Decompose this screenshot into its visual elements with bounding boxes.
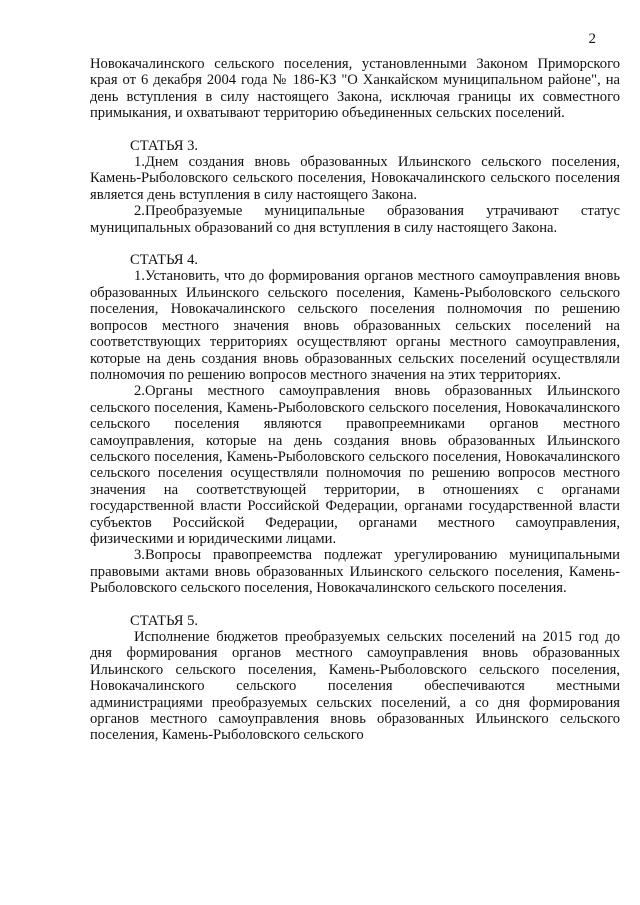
article-4-paragraph-1: 1.Установить, что до формирования органов местного самоуправления вновь образованных Ильинского сельского поселения, Камень-Рыболовского сельского поселения, Новокачалинского сельского поселения полномочия по решению вопросов местного значения вновь образованных сельских поселений на соответствующих территориях осуществляют органы местного самоуправления, которые на день создания вновь образованных сельских поселений осуществляли полномочия по решению вопросов местного значения на этих территориях. bbox=[90, 268, 620, 383]
document-body bbox=[90, 56, 620, 744]
article-3-paragraph-2: 2.Преобразуемые муниципальные образования утрачивают статус муниципальных образований со дня вступления в силу настоящего Закона. bbox=[90, 203, 620, 236]
article-heading-4: СТАТЬЯ 4. bbox=[130, 252, 199, 269]
article-4-paragraph-3: 3.Вопросы правопреемства подлежат урегулированию муниципальными правовыми актами вновь образованных Ильинского сельского поселения, Камень-Рыболовского сельского поселения, Новокачалинского сельского поселения. bbox=[90, 547, 620, 597]
intro-paragraph: Новокачалинского сельского поселения, установленными Законом Приморского края от 6 декабря 2004 года № 186-КЗ "О Ханкайском муниципальном районе", на день вступления в силу настоящего Закона, исключая границы их совместного примыкания, и охватывают территорию объединенных сельских поселений. bbox=[90, 56, 620, 122]
article-4-paragraph-2: 2.Органы местного самоуправления вновь образованных Ильинского сельского поселения, Камень-Рыболовского сельского поселения, Новокачалинского сельского поселения являются правопреемниками органов местного самоуправления, которые на день создания вновь образованных Ильинского сельского поселения, Камень-Рыболовского сельского поселения, Новокачалинского сельского поселения осуществляли полномочия по решению вопросов местного значения на соответствующей территории, в отношениях с органами государственной власти Российской Федерации, органами государственной власти субъектов Российской Федерации, органами местного самоуправления, физическими и юридическими лицами. bbox=[90, 383, 620, 547]
page-number: 2 bbox=[588, 31, 596, 47]
article-heading-5: СТАТЬЯ 5. bbox=[130, 612, 199, 629]
article-heading-3: СТАТЬЯ 3. bbox=[130, 137, 199, 154]
article-5-paragraph-1: Исполнение бюджетов преобразуемых сельских поселений на 2015 год до дня формирования органов местного самоуправления вновь образованных Ильинского сельского поселения, Камень-Рыболовского сельского поселения, Новокачалинского сельского поселения обеспечиваются местными администрациями преобразуемых сельских поселений, а со дня формирования органов местного самоуправления вновь образованных Ильинского сельского поселения, Камень-Рыболовского сельского bbox=[90, 629, 620, 744]
article-3-paragraph-1: 1.Днем создания вновь образованных Ильинского сельского поселения, Камень-Рыболовского сельского поселения, Новокачалинского сельского поселения является день вступления в силу настоящего Закона. bbox=[90, 154, 620, 203]
